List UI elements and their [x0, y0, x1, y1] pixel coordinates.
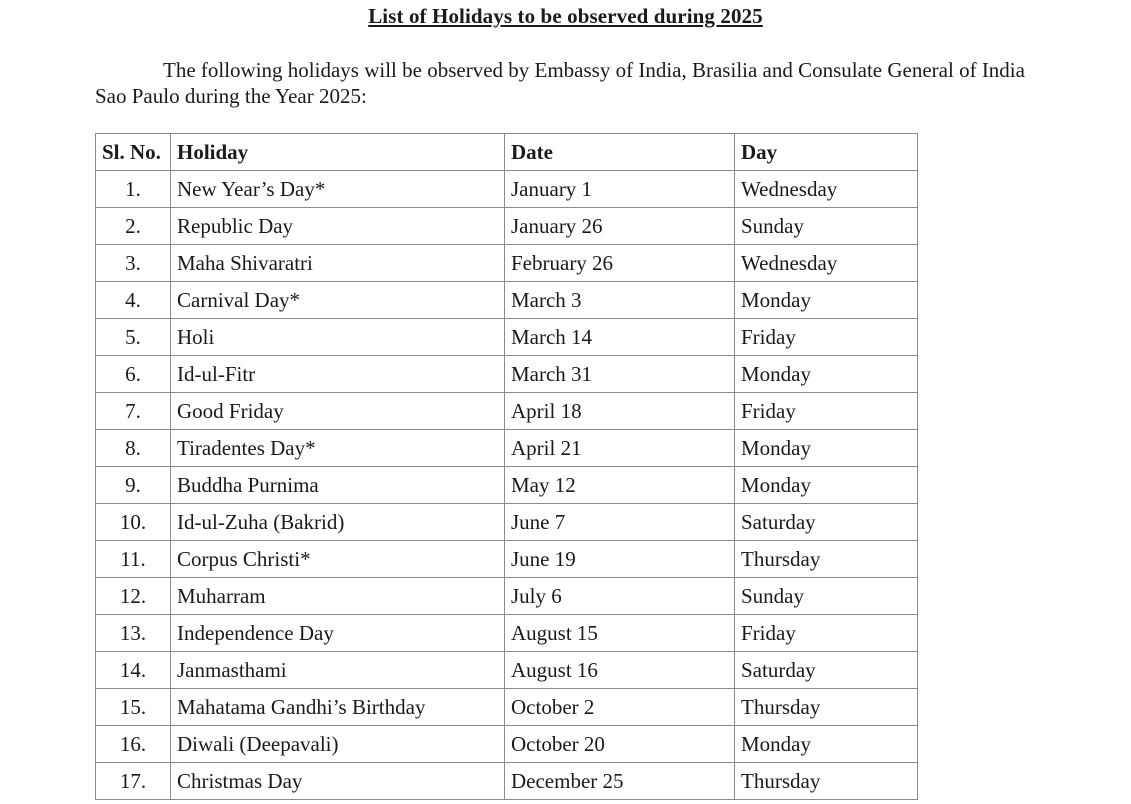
table-header-row	[96, 134, 918, 171]
cell-date: August 16	[505, 652, 735, 689]
cell-holiday: Christmas Day	[171, 763, 505, 800]
header-day: Day	[735, 134, 918, 171]
cell-holiday: Good Friday	[171, 393, 505, 430]
cell-sl-no: 14.	[96, 652, 171, 689]
cell-date: May 12	[505, 467, 735, 504]
header-date: Date	[505, 134, 735, 171]
cell-holiday: Buddha Purnima	[171, 467, 505, 504]
cell-date: March 3	[505, 282, 735, 319]
cell-date: March 31	[505, 356, 735, 393]
cell-sl-no: 6.	[96, 356, 171, 393]
cell-day: Monday	[735, 282, 918, 319]
cell-holiday: Diwali (Deepavali)	[171, 726, 505, 763]
header-holiday: Holiday	[171, 134, 505, 171]
cell-sl-no: 7.	[96, 393, 171, 430]
cell-date: October 20	[505, 726, 735, 763]
table-row	[96, 578, 918, 615]
cell-day: Sunday	[735, 578, 918, 615]
cell-holiday: Muharram	[171, 578, 505, 615]
cell-holiday: Holi	[171, 319, 505, 356]
cell-holiday: Independence Day	[171, 615, 505, 652]
cell-day: Thursday	[735, 689, 918, 726]
cell-holiday: Id-ul-Fitr	[171, 356, 505, 393]
cell-sl-no: 4.	[96, 282, 171, 319]
table-row	[96, 763, 918, 800]
table-row	[96, 171, 918, 208]
cell-sl-no: 1.	[96, 171, 171, 208]
header-sl-no: Sl. No.	[96, 134, 171, 171]
table-row	[96, 208, 918, 245]
table-row	[96, 615, 918, 652]
cell-date: June 19	[505, 541, 735, 578]
cell-holiday: Maha Shivaratri	[171, 245, 505, 282]
table-row	[96, 726, 918, 763]
cell-sl-no: 5.	[96, 319, 171, 356]
table-row	[96, 504, 918, 541]
intro-paragraph: The following holidays will be observed by Embassy of India, Brasilia and Consulate General of India Sao Paulo during the Year 2025:	[95, 58, 1025, 108]
cell-date: January 26	[505, 208, 735, 245]
cell-day: Wednesday	[735, 171, 918, 208]
cell-sl-no: 15.	[96, 689, 171, 726]
cell-holiday: Id-ul-Zuha (Bakrid)	[171, 504, 505, 541]
cell-holiday: New Year’s Day*	[171, 171, 505, 208]
cell-day: Saturday	[735, 652, 918, 689]
cell-date: August 15	[505, 615, 735, 652]
table-row	[96, 430, 918, 467]
cell-sl-no: 12.	[96, 578, 171, 615]
cell-day: Monday	[735, 356, 918, 393]
cell-date: April 18	[505, 393, 735, 430]
cell-day: Friday	[735, 319, 918, 356]
table-row	[96, 689, 918, 726]
cell-sl-no: 11.	[96, 541, 171, 578]
cell-date: January 1	[505, 171, 735, 208]
cell-date: July 6	[505, 578, 735, 615]
document-title: List of Holidays to be observed during 2025	[368, 4, 763, 28]
cell-day: Monday	[735, 726, 918, 763]
cell-holiday: Tiradentes Day*	[171, 430, 505, 467]
cell-date: October 2	[505, 689, 735, 726]
cell-day: Thursday	[735, 763, 918, 800]
table-row	[96, 652, 918, 689]
cell-date: December 25	[505, 763, 735, 800]
cell-sl-no: 10.	[96, 504, 171, 541]
cell-holiday: Corpus Christi*	[171, 541, 505, 578]
cell-day: Friday	[735, 393, 918, 430]
cell-date: March 14	[505, 319, 735, 356]
cell-holiday: Carnival Day*	[171, 282, 505, 319]
cell-sl-no: 3.	[96, 245, 171, 282]
cell-holiday: Republic Day	[171, 208, 505, 245]
cell-date: April 21	[505, 430, 735, 467]
cell-day: Wednesday	[735, 245, 918, 282]
table-row	[96, 245, 918, 282]
cell-sl-no: 2.	[96, 208, 171, 245]
cell-day: Monday	[735, 467, 918, 504]
cell-day: Friday	[735, 615, 918, 652]
cell-holiday: Mahatama Gandhi’s Birthday	[171, 689, 505, 726]
table-row	[96, 319, 918, 356]
cell-day: Saturday	[735, 504, 918, 541]
cell-day: Thursday	[735, 541, 918, 578]
holiday-rows	[96, 171, 918, 800]
cell-date: June 7	[505, 504, 735, 541]
table-row	[96, 393, 918, 430]
cell-sl-no: 13.	[96, 615, 171, 652]
table-row	[96, 467, 918, 504]
cell-day: Sunday	[735, 208, 918, 245]
table-row	[96, 282, 918, 319]
cell-holiday: Janmasthami	[171, 652, 505, 689]
cell-sl-no: 16.	[96, 726, 171, 763]
cell-day: Monday	[735, 430, 918, 467]
table-row	[96, 541, 918, 578]
cell-date: February 26	[505, 245, 735, 282]
cell-sl-no: 17.	[96, 763, 171, 800]
table-row	[96, 356, 918, 393]
cell-sl-no: 9.	[96, 467, 171, 504]
holiday-table	[95, 133, 918, 800]
cell-sl-no: 8.	[96, 430, 171, 467]
